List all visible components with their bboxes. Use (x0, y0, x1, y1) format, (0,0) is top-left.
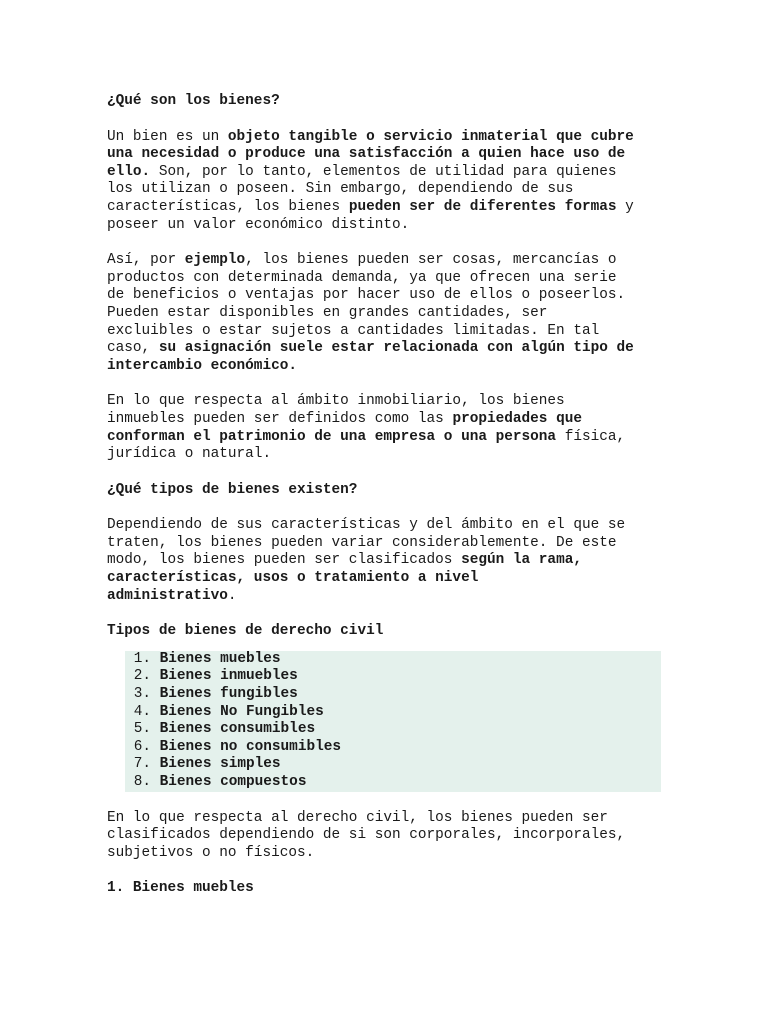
list-item-label: Bienes compuestos (159, 774, 307, 790)
list-item-label: Bienes inmuebles (159, 668, 298, 685)
list-item (125, 651, 661, 669)
text-run: . (227, 587, 237, 604)
bold-text-run: según la rama, características, usos o tratamiento a nivel administrativo (107, 552, 582, 604)
paragraph-clasificacion-bienes (107, 517, 667, 605)
heading-tipos-de-bienes: ¿Qué tipos de bienes existen? (107, 481, 358, 498)
list-item (125, 756, 661, 774)
text-run: Un bien es un (107, 128, 228, 145)
heading-bienes-muebles: 1. Bienes muebles (107, 880, 254, 897)
paragraph-ejemplo-bienes (107, 252, 667, 375)
document-page (107, 93, 667, 898)
list-item (125, 704, 661, 722)
list-item (125, 686, 661, 704)
text-run: Son, por lo tanto, elementos de utilidad para quienes los utilizan o poseen. Sin embargo, dependiendo de sus características, los bienes (107, 163, 617, 215)
bold-text-run: objeto tangible o servicio inmaterial que cubre una necesidad o produce una satisfacción a quien hace uso de ello. (107, 128, 634, 180)
list-item-label: Bienes consumibles (159, 721, 316, 738)
bold-text-run: su asignación suele estar relacionada con algún tipo de intercambio económico. (107, 340, 634, 374)
list-item-number: 6. (133, 738, 151, 755)
list-item (125, 774, 661, 792)
list-item-label: Bienes no consumibles (159, 738, 341, 755)
text-run: y poseer un valor económico distinto. (107, 198, 634, 233)
list-item (125, 721, 661, 739)
text-run: física, jurídica o natural. (107, 428, 626, 463)
list-item-number: 8. (133, 774, 151, 790)
heading-tipos-derecho-civil: Tipos de bienes de derecho civil (107, 623, 384, 640)
bold-text-run: ejemplo (184, 252, 246, 269)
list-item-number: 2. (133, 668, 151, 685)
list-item-number: 4. (133, 703, 151, 720)
bienes-list-box (125, 651, 661, 792)
list-item-label: Bienes No Fungibles (159, 703, 324, 720)
list-item-number: 1. (133, 650, 151, 667)
list-item (125, 668, 661, 686)
list-item-label: Bienes muebles (159, 650, 281, 667)
text-run: Dependiendo de sus características y del ámbito en el que se traten, los bienes pueden variar considerablemente. De este modo, los bienes pueden ser clasificados (107, 517, 626, 569)
list-item-number: 5. (133, 721, 151, 738)
list-item-number: 3. (133, 686, 151, 703)
text-run: En lo que respecta al ámbito inmobiliario, los bienes inmuebles pueden ser definidos como las (107, 393, 565, 427)
paragraph-ambito-inmobiliario (107, 393, 667, 463)
bold-text-run: propiedades que conforman el patrimonio de una empresa o una persona (107, 410, 582, 445)
list-item (125, 739, 661, 757)
bold-text-run: pueden ser de diferentes formas (348, 198, 617, 215)
list-item-number: 7. (133, 756, 151, 773)
text-run: Así, por (107, 252, 185, 269)
list-item-label: Bienes simples (159, 756, 281, 773)
paragraph-definicion-bien (107, 129, 667, 235)
paragraph-derecho-civil: En lo que respecta al derecho civil, los bienes pueden ser clasificados dependiendo de si son corporales, incorporales, subjetivos o no físicos. (107, 809, 626, 861)
bienes-list (125, 651, 661, 792)
text-run: , los bienes pueden ser cosas, mercancías o productos con determinada demanda, ya que ofrecen una serie de beneficios o ventajas por hacer uso de ellos o poseerlos. Pueden estar disponibles en grandes cantidades, ser excluibles o estar sujetos a cantidades limitadas. En tal caso, (107, 252, 626, 357)
heading-que-son-los-bienes: ¿Qué son los bienes? (107, 93, 280, 109)
list-item-label: Bienes fungibles (159, 686, 298, 703)
